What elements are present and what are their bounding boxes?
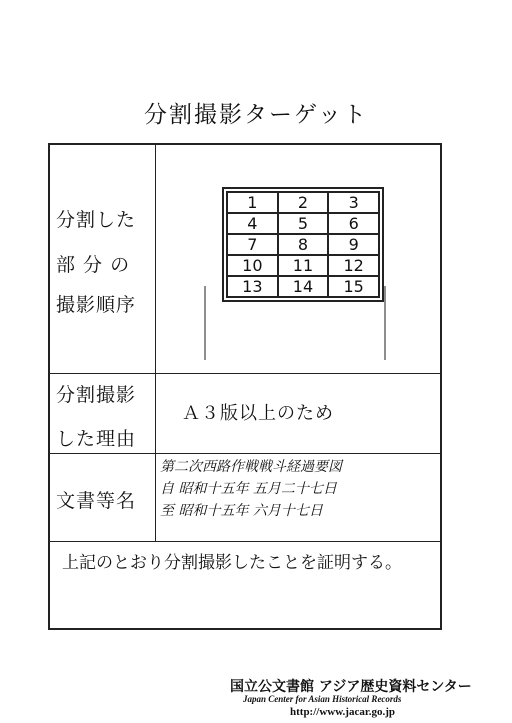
reason-text: Ａ３版以上のため (182, 403, 334, 424)
grid-cell: 11 (278, 255, 329, 276)
grid-cell: 9 (328, 234, 379, 255)
grid-cell: 2 (278, 192, 329, 213)
document-label: 文書等名 (50, 454, 156, 541)
sleeve-outline (195, 280, 395, 370)
grid-cell: 14 (278, 276, 329, 297)
grid-cell: 7 (227, 234, 278, 255)
grid-cell: 15 (328, 276, 379, 297)
footer-url: http://www.jacar.go.jp (290, 706, 396, 718)
certification-text: 上記のとおり分割撮影したことを証明する。 (62, 553, 402, 573)
grid-cell: 6 (328, 213, 379, 234)
footer-org-en: Japan Center for Asian Historical Records (243, 694, 402, 704)
footer-org-jp: 国立公文書館 アジア歴史資料センター (230, 679, 472, 695)
grid-cell: 3 (328, 192, 379, 213)
grid-cell: 8 (278, 234, 329, 255)
grid-cell: 13 (227, 276, 278, 297)
grid-cell: 5 (278, 213, 329, 234)
grid-cell: 10 (227, 255, 278, 276)
order-label: 分割した 部 分 の 撮影順序 (50, 145, 156, 373)
grid-cell: 4 (227, 213, 278, 234)
document-title-handwritten: 第二次西路作戦戦斗経過要図 (160, 459, 342, 475)
date-from-handwritten: 自 昭和十五年 五月二十七日 (160, 481, 337, 497)
date-to-handwritten: 至 昭和十五年 六月十七日 (160, 503, 323, 519)
grid-cell: 12 (328, 255, 379, 276)
grid-cell: 1 (227, 192, 278, 213)
page-title: 分割撮影ターゲット (143, 102, 369, 128)
reason-label: 分割撮影 した理由 (50, 374, 156, 453)
